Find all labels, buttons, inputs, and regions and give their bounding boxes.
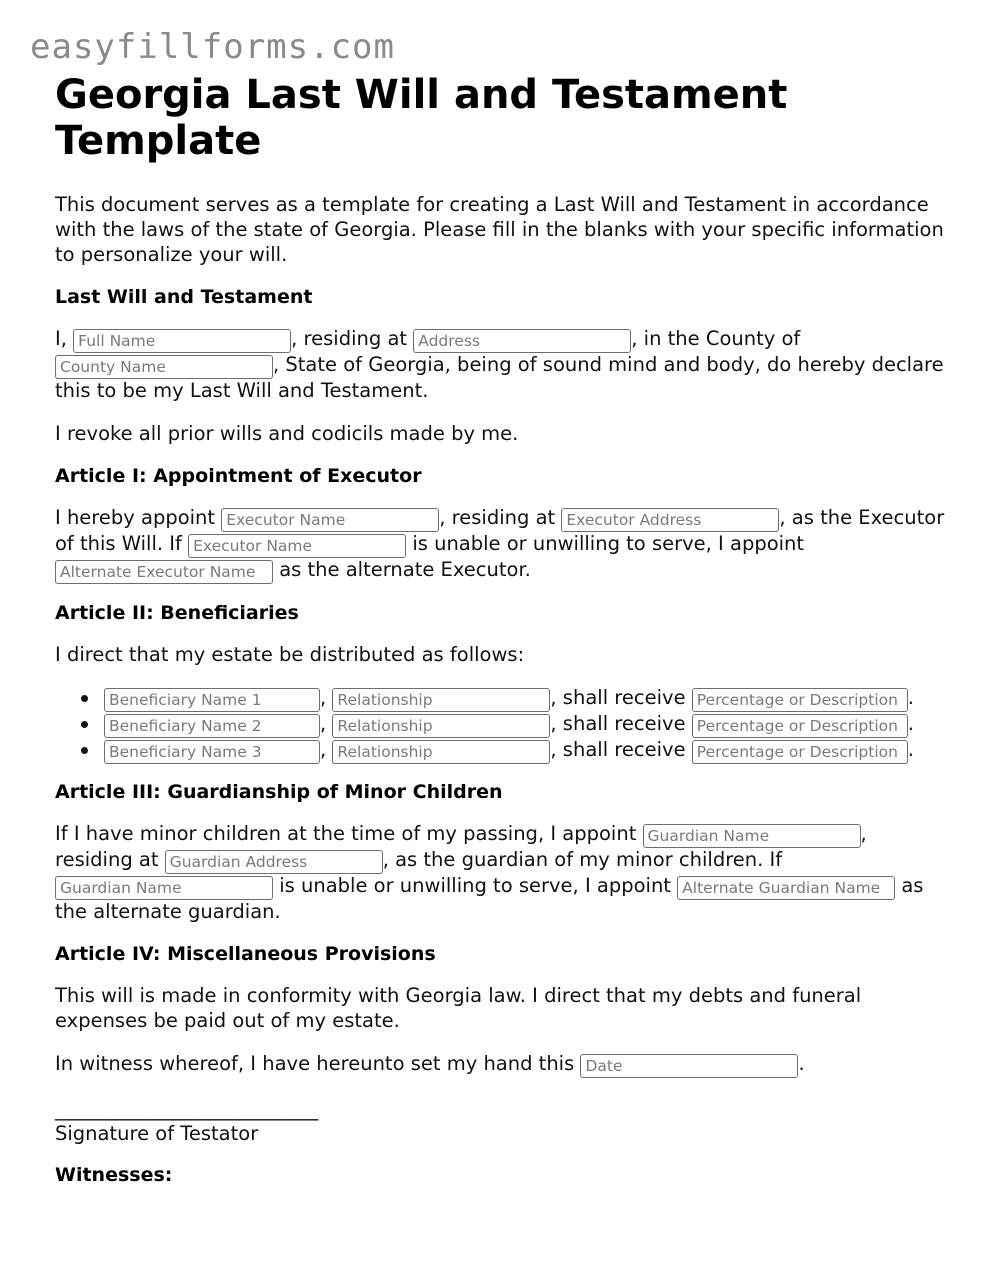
comma-text: , [320,686,327,709]
guardian-address-input[interactable] [165,850,383,874]
beneficiary-name-input[interactable] [104,688,320,712]
period-text: . [907,686,914,709]
article-3-text-4: is unable or unwilling to serve, I appoint [279,874,671,897]
page-title: Georgia Last Will and Testament Template [55,72,788,164]
executor-name-input[interactable] [221,508,439,532]
article-3-text-3: , as the guardian of my minor children. If [382,848,783,871]
share-input[interactable] [692,740,908,764]
declaration-text-1: I, [55,327,67,350]
article-3-text-1: If I have minor children at the time of my passing, I appoint [55,822,637,845]
executor-name-repeat-input[interactable] [188,534,406,558]
comma-text: , [320,738,327,761]
article-1-paragraph [55,505,945,583]
article-3-paragraph [55,821,945,924]
witness-text-2: . [798,1052,805,1075]
article-1-text-1: I hereby appoint [55,506,216,529]
article-4-paragraph: This will is made in conformity with Georgia law. I direct that my debts and funeral expenses be paid out of my estate. [55,984,862,1032]
beneficiary-name-input[interactable] [104,714,320,738]
declaration-text-3: , in the County of [631,327,801,350]
share-input[interactable] [692,714,908,738]
article-4-heading: Article IV: Miscellaneous Provisions [55,943,436,965]
section-heading-will: Last Will and Testament [55,286,313,308]
article-1-heading: Article I: Appointment of Executor [55,465,422,487]
relationship-input[interactable] [332,714,550,738]
shall-receive-text: , shall receive [550,738,686,761]
document-page [55,72,945,1204]
share-input[interactable] [692,688,908,712]
list-item [81,711,945,737]
executor-address-input[interactable] [561,508,779,532]
county-input[interactable] [55,355,273,379]
witnesses-heading: Witnesses: [55,1164,173,1186]
article-2-heading: Article II: Beneficiaries [55,602,299,624]
article-1-text-3: , as the Executor of this Will. If [55,506,945,555]
witness-text-1: In witness whereof, I have hereunto set my hand this [55,1052,575,1075]
article-3-heading: Article III: Guardianship of Minor Children [55,781,503,803]
relationship-input[interactable] [332,740,550,764]
article-1-text-5: as the alternate Executor. [279,558,531,581]
signature-line: ___________________________ [55,1098,319,1121]
beneficiary-list [81,685,945,763]
relationship-input[interactable] [332,688,550,712]
period-text: . [907,738,914,761]
declaration-paragraph [55,326,945,403]
article-3-text-2: , residing at [55,822,867,871]
declaration-text-4: , State of Georgia, being of sound mind and body, do hereby declare this to be my Last Will and Testament. [55,353,944,402]
revoke-paragraph: I revoke all prior wills and codicils made by me. [55,422,519,445]
shall-receive-text: , shall receive [550,686,686,709]
guardian-name-input[interactable] [643,824,861,848]
alternate-executor-input[interactable] [55,560,273,584]
date-input[interactable] [580,1054,798,1078]
guardian-name-repeat-input[interactable] [55,876,273,900]
article-1-text-4: is unable or unwilling to serve, I appoint [412,532,805,555]
article-3-text-5: as the alternate guardian. [55,874,924,923]
article-2-intro: I direct that my estate be distributed as follows: [55,643,525,666]
witness-paragraph [55,1051,945,1077]
signature-label: Signature of Testator [55,1122,259,1145]
article-1-text-2: , residing at [439,506,556,529]
period-text: . [907,712,914,735]
list-item [81,685,945,711]
comma-text: , [320,712,327,735]
declaration-text-2: , residing at [291,327,408,350]
shall-receive-text: , shall receive [550,712,686,735]
list-item [81,737,945,763]
full-name-input[interactable] [73,329,291,353]
alternate-guardian-input[interactable] [677,876,895,900]
watermark: easyfillforms.com [30,27,395,67]
address-input[interactable] [413,329,631,353]
intro-paragraph: This document serves as a template for creating a Last Will and Testament in accordance with the laws of the state of Georgia. Please fill in the blanks with your specific information to personalize your will. [55,193,944,266]
beneficiary-name-input[interactable] [104,740,320,764]
